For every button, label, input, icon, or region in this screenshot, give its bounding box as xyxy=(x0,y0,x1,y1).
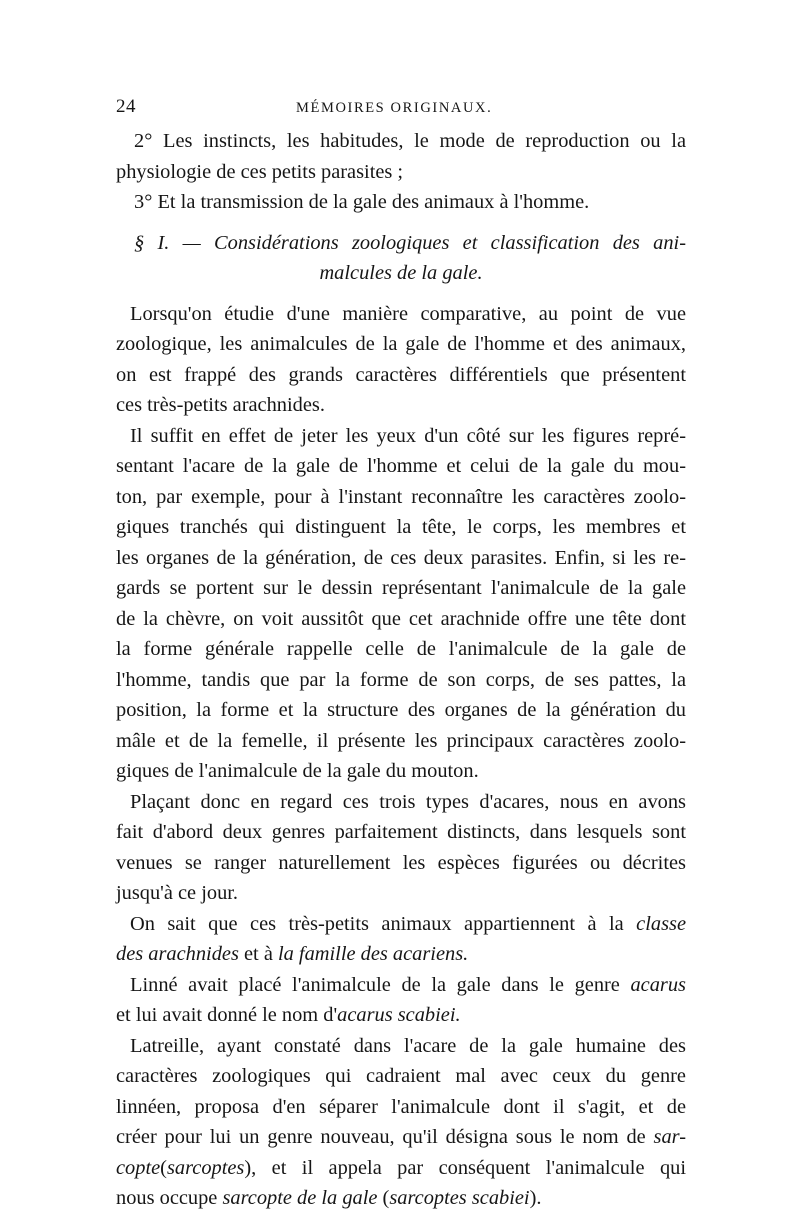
text-line: ton, par exemple, pour à l'instant reconnaître les caractères zoolo- xyxy=(116,485,686,508)
paragraph xyxy=(116,787,686,909)
book-page xyxy=(116,96,686,1214)
text-line: on est frappé des grands caractères différentiels que présentent xyxy=(116,363,686,386)
text-line: venues se ranger naturellement les espèces figurées ou décrites xyxy=(116,851,686,874)
paragraph xyxy=(116,909,686,970)
text-line: nous occupe sarcopte de la gale (sarcoptes scabiei). xyxy=(116,1187,542,1209)
text-line: Plaçant donc en regard ces trois types d'acares, nous en avons xyxy=(130,790,686,813)
text-line: On sait que ces très-petits animaux appartiennent à la classe xyxy=(130,912,686,935)
text-line: mâle et de la femelle, il présente les principaux caractères zoolo- xyxy=(116,729,686,752)
text-line: Latreille, ayant constaté dans l'acare de la gale humaine des xyxy=(130,1034,686,1057)
section-heading xyxy=(116,228,686,289)
text-line: zoologique, les animalcules de la gale de l'homme et des animaux, xyxy=(116,333,686,355)
text-line: 3° Et la transmission de la gale des animaux à l'homme. xyxy=(134,191,590,213)
intro-list xyxy=(116,126,686,218)
text-line: linnéen, proposa d'en séparer l'animalcule dont il s'agit, et de xyxy=(116,1095,686,1118)
text-line: copte(sarcoptes), et il appela par conséquent l'animalcule qui xyxy=(116,1156,686,1179)
running-title: MÉMOIRES ORIGINAUX. xyxy=(296,100,493,116)
text-line: physiologie de ces petits parasites ; xyxy=(116,160,404,183)
text-line: des arachnides et à la famille des acariens. xyxy=(116,943,469,965)
text-line: jusqu'à ce jour. xyxy=(116,882,239,904)
text-line: gards se portent sur le dessin représentant l'animalcule de la gale xyxy=(116,577,686,599)
page-number: 24 xyxy=(116,96,136,117)
paragraph xyxy=(116,970,686,1031)
paragraph xyxy=(116,421,686,787)
text-line: et lui avait donné le nom d'acarus scabiei. xyxy=(116,1004,461,1026)
text-line: les organes de la génération, de ces deux parasites. Enfin, si les re- xyxy=(116,546,686,569)
text-line: caractères zoologiques qui cadraient mal avec ceux du genre xyxy=(116,1065,686,1087)
text-line: giques tranchés qui distinguent la tête, le corps, les membres et xyxy=(116,516,686,538)
text-line: créer pour lui un genre nouveau, qu'il désigna sous le nom de sar- xyxy=(116,1126,686,1148)
text-line: 2° Les instincts, les habitudes, le mode de reproduction ou la xyxy=(134,130,686,152)
text-line: Linné avait placé l'animalcule de la gale dans le genre acarus xyxy=(130,973,686,996)
text-line: fait d'abord deux genres parfaitement distincts, dans lesquels sont xyxy=(116,821,686,843)
text-line: Lorsqu'on étudie d'une manière comparative, au point de vue xyxy=(130,302,686,325)
text-line: position, la forme et la structure des organes de la génération du xyxy=(116,699,686,721)
text-line: Il suffit en effet de jeter les yeux d'un côté sur les figures repré- xyxy=(130,424,686,447)
paragraph xyxy=(116,1031,686,1214)
text-line: ces très-petits arachnides. xyxy=(116,394,325,416)
section-title-line: malcules de la gale. xyxy=(319,262,483,284)
text-line: sentant l'acare de la gale de l'homme et celui de la gale du mou- xyxy=(116,455,686,477)
text-line: de la chèvre, on voit aussitôt que cet arachnide offre une tête dont xyxy=(116,607,686,630)
text-line: giques de l'animalcule de la gale du mouton. xyxy=(116,760,479,782)
section-title-line: § I. — Considérations zoologiques et classification des ani- xyxy=(134,231,686,254)
running-head xyxy=(116,96,686,126)
paragraph xyxy=(116,299,686,421)
text-line: l'homme, tandis que par la forme de son corps, de ses pattes, la xyxy=(116,668,686,691)
text-line: la forme générale rappelle celle de l'animalcule de la gale de xyxy=(116,638,686,660)
